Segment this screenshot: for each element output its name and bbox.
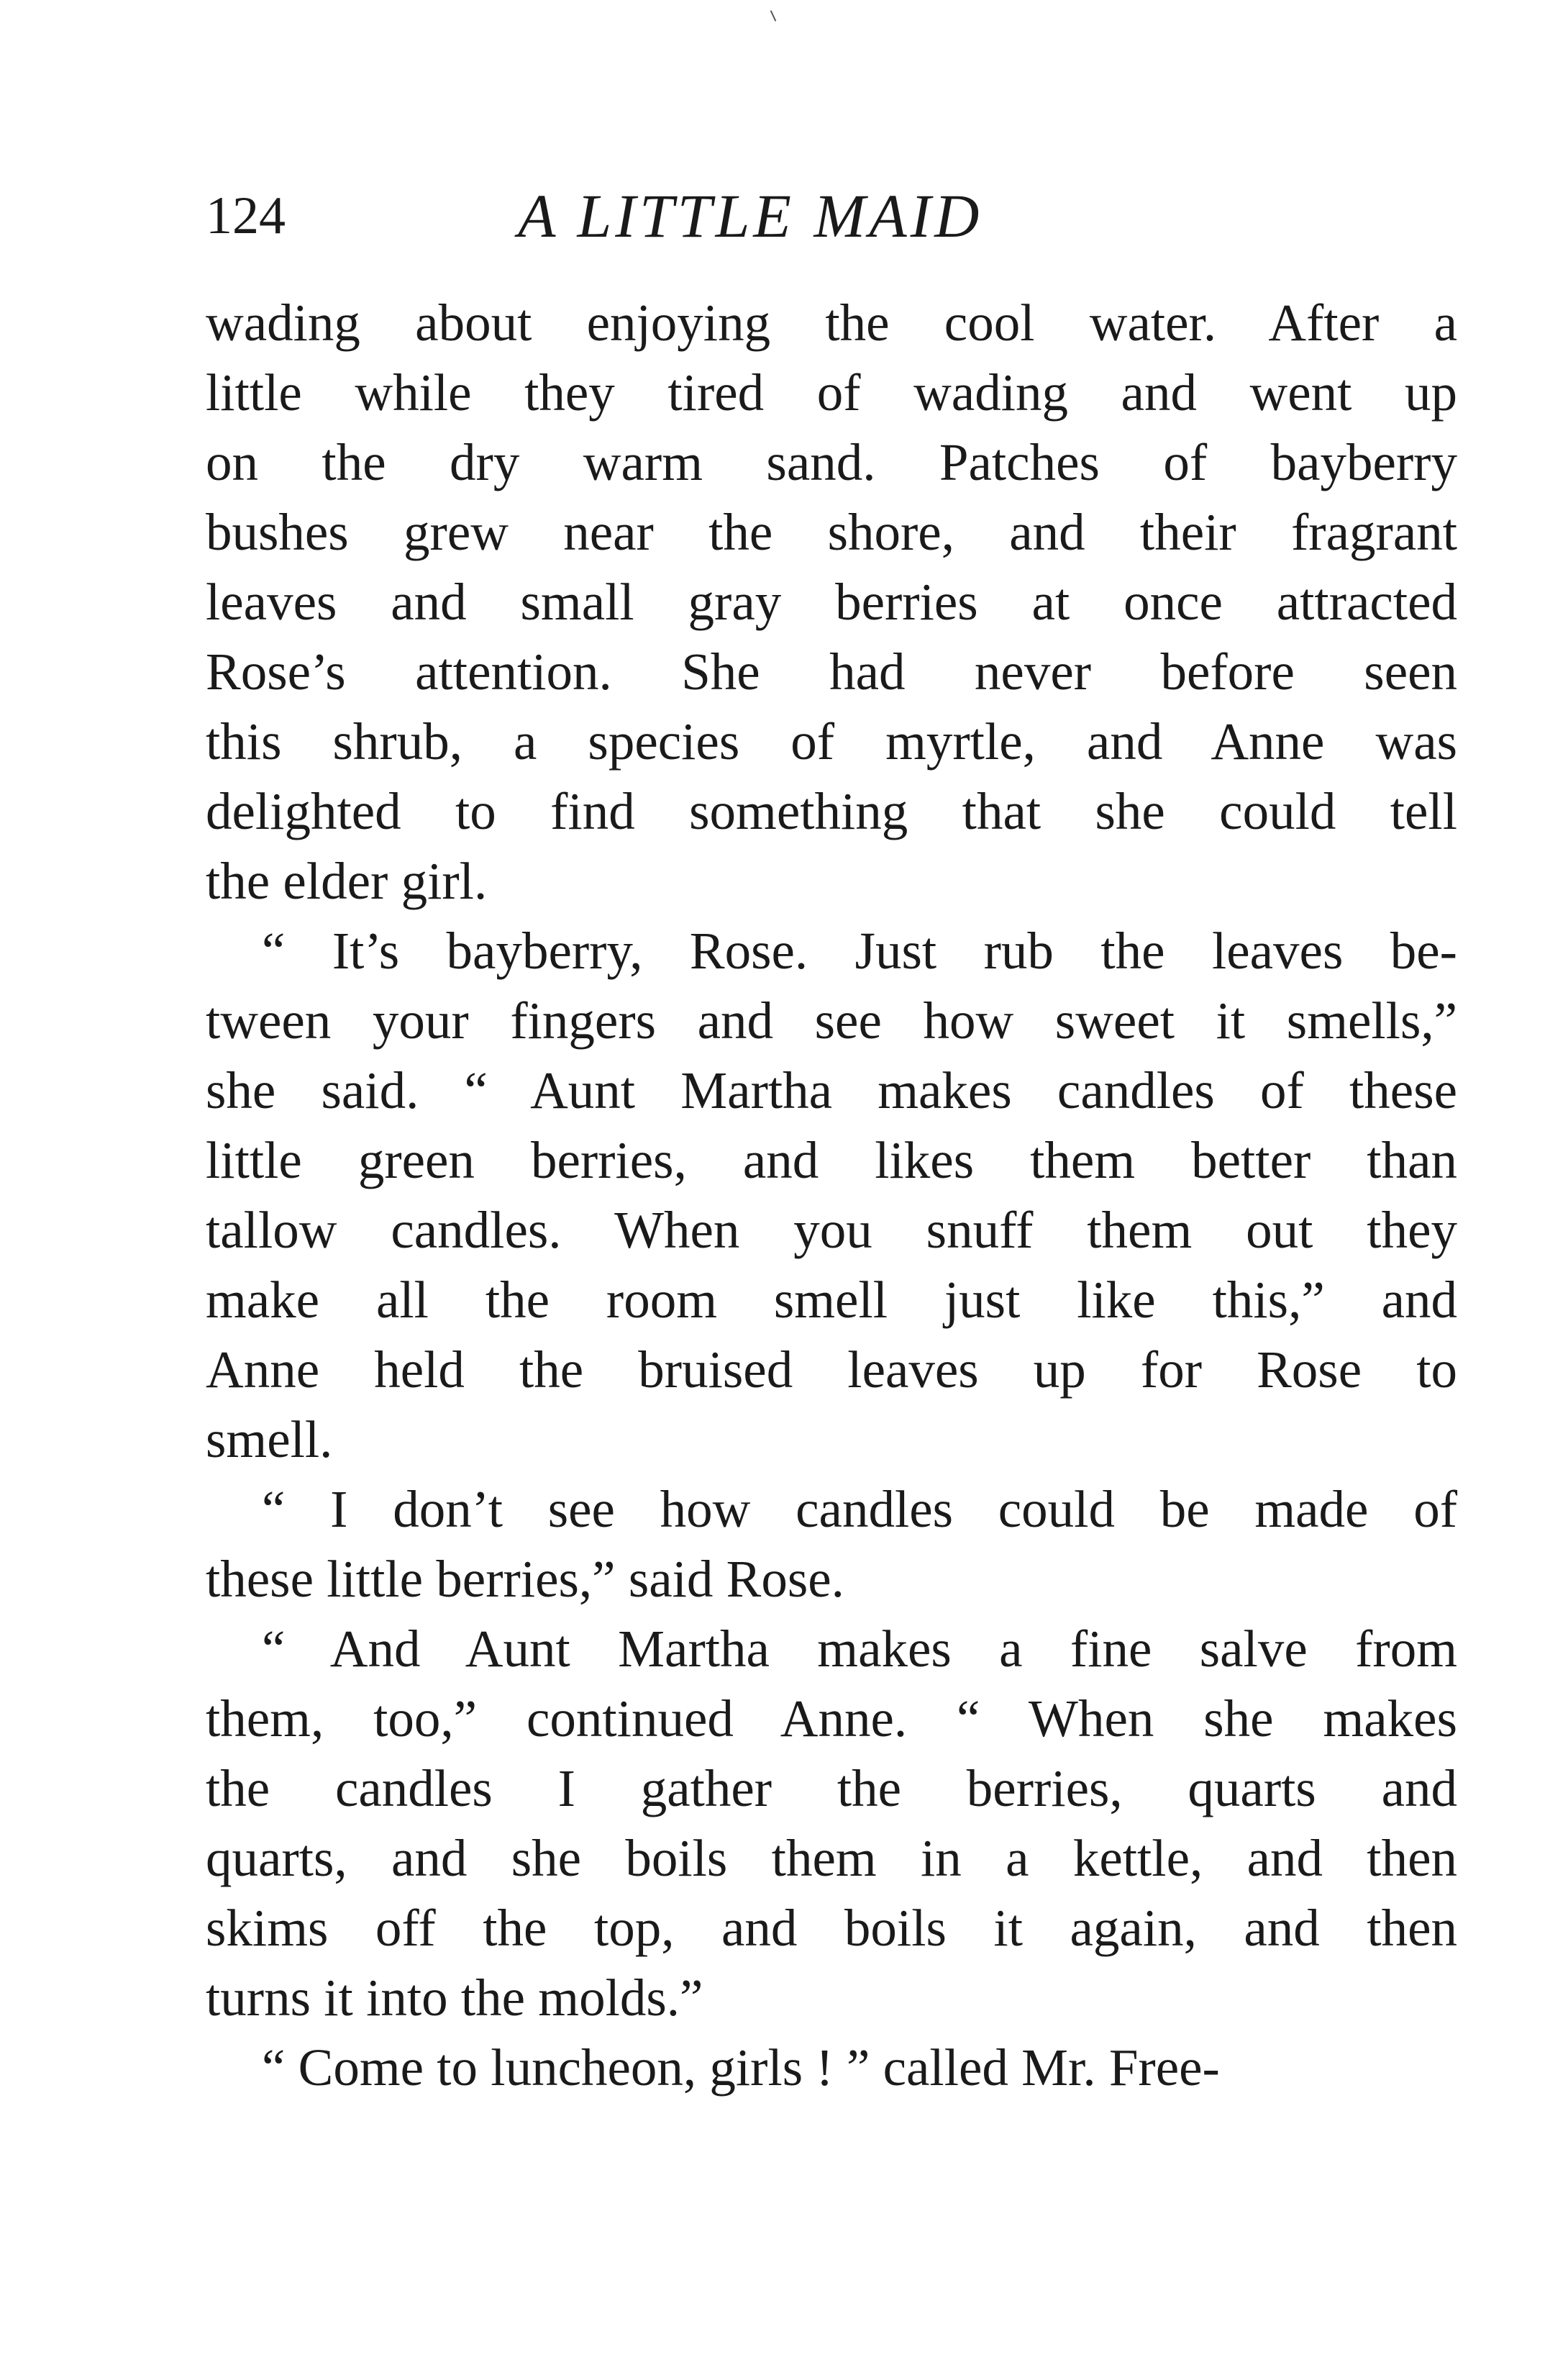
text-line: turns it into the molds.” (206, 1969, 703, 2027)
text-line: “ I don’t see how candles could be made of (262, 1480, 1457, 1538)
text-line: bushes grew near the shore, and their fragrant (206, 503, 1457, 561)
text-line: little while they tired of wading and went up (206, 363, 1457, 422)
paragraph (206, 288, 1457, 916)
text-line: delighted to find something that she could tell (206, 782, 1457, 840)
text-line: quarts, and she boils them in a kettle, and then (206, 1829, 1457, 1887)
text-line: the candles I gather the berries, quarts and (206, 1759, 1457, 1817)
paragraph (206, 1474, 1457, 1614)
text-line: tween your fingers and see how sweet it smells,” (206, 991, 1457, 1050)
paragraph (206, 1614, 1457, 2033)
text-line: skims off the top, and boils it again, and then (206, 1899, 1457, 1957)
page-number: 124 (206, 186, 286, 245)
text-line: “ Come to luncheon, girls ! ” called Mr. Free- (262, 2038, 1220, 2097)
text-line: leaves and small gray berries at once attracted (206, 573, 1457, 631)
text-line: “ And Aunt Martha makes a fine salve from (262, 1620, 1457, 1678)
text-line: them, too,” continued Anne. “ When she makes (206, 1689, 1457, 1748)
text-line: smell. (206, 1410, 333, 1468)
text-line: make all the room smell just like this,” and (206, 1271, 1457, 1329)
text-line: little green berries, and likes them better than (206, 1131, 1457, 1189)
text-line: tallow candles. When you snuff them out they (206, 1201, 1457, 1259)
text-line: these little berries,” said Rose. (206, 1550, 844, 1608)
text-line: on the dry warm sand. Patches of bayberry (206, 433, 1457, 491)
text-line: Rose’s attention. She had never before seen (206, 643, 1457, 701)
running-head: A LITTLE MAID (518, 181, 983, 250)
text-line: wading about enjoying the cool water. After a (206, 294, 1457, 352)
paragraph (206, 916, 1457, 1474)
text-line: the elder girl. (206, 852, 488, 910)
text-line: “ It’s bayberry, Rose. Just rub the leaves be- (262, 922, 1457, 980)
text-line: she said. “ Aunt Martha makes candles of these (206, 1061, 1457, 1120)
text-line: Anne held the bruised leaves up for Rose to (206, 1340, 1457, 1399)
page-header (206, 176, 1457, 255)
scan-mark (770, 10, 777, 21)
body-text (206, 288, 1457, 2102)
paragraph (206, 2033, 1457, 2102)
text-line: this shrub, a species of myrtle, and Anne was (206, 712, 1457, 771)
